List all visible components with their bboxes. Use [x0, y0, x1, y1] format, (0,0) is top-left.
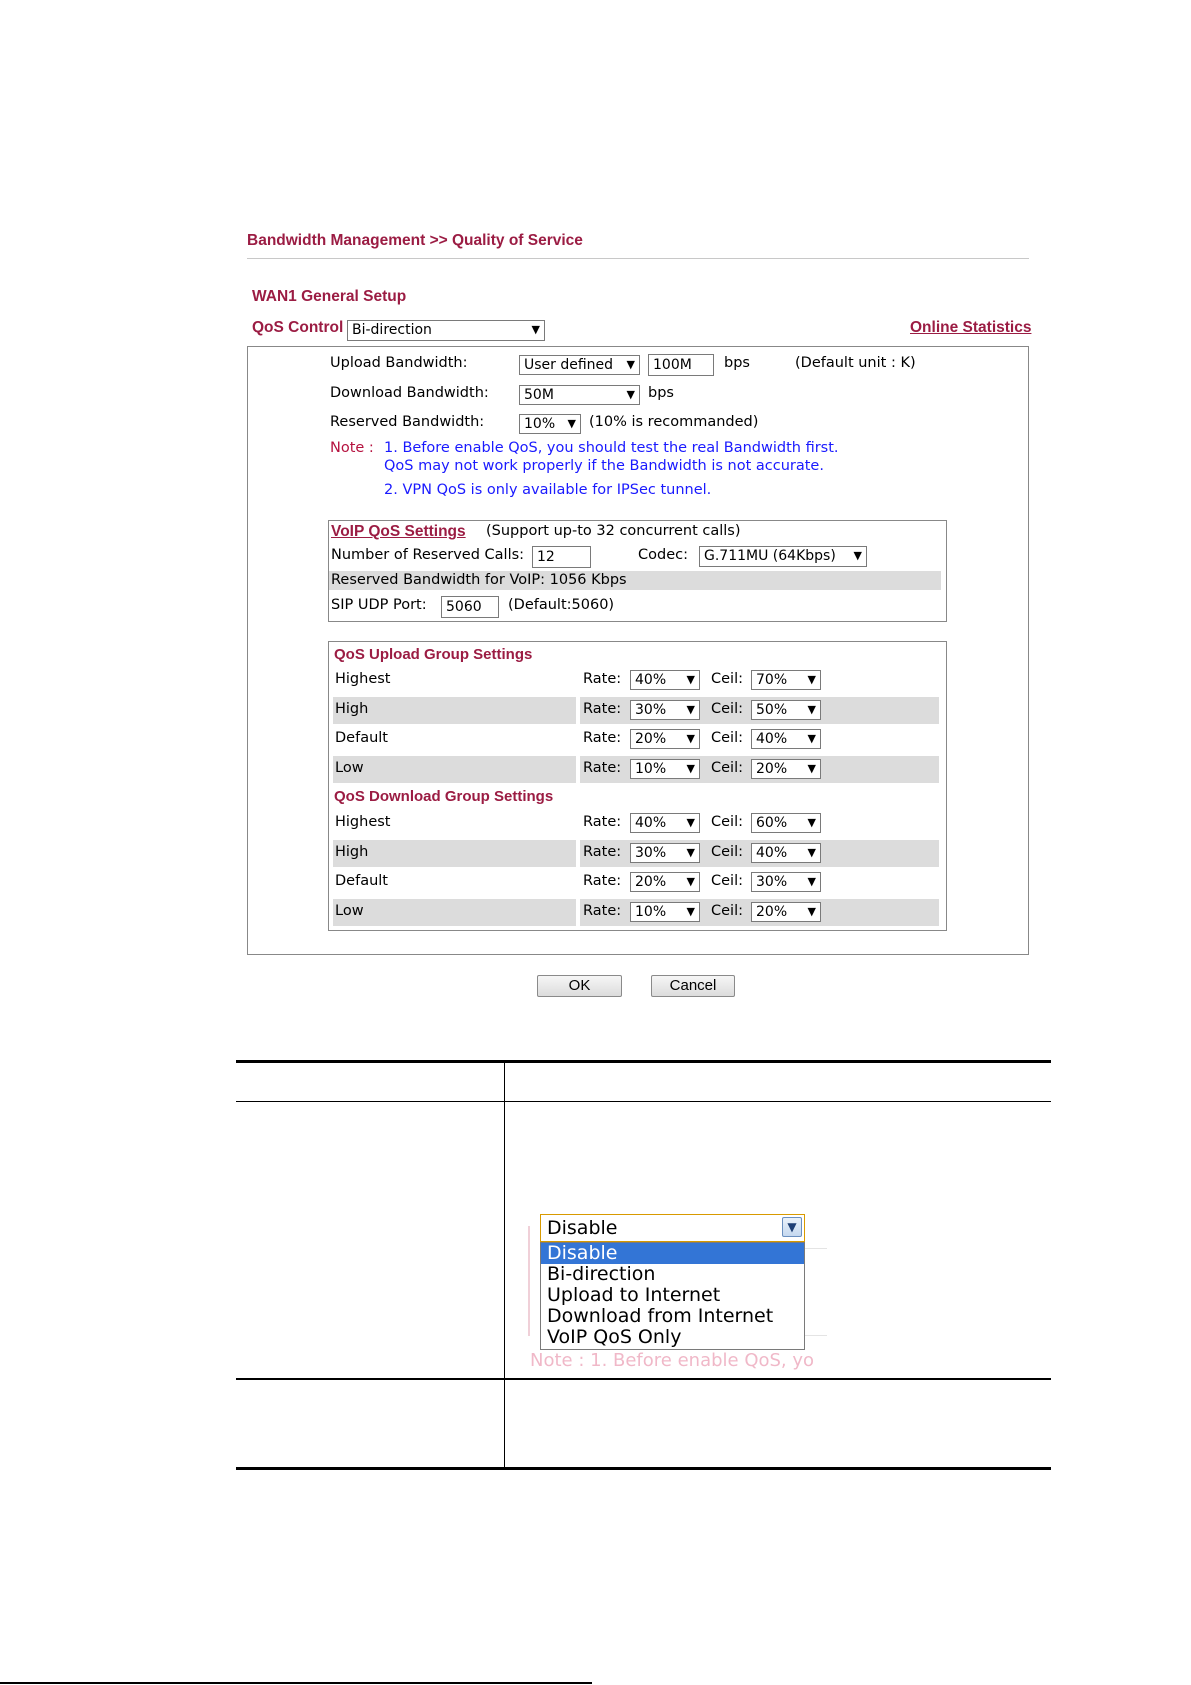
- dropdown-option[interactable]: Bi-direction: [547, 1263, 656, 1285]
- ceil-label: Ceil:: [711, 730, 743, 746]
- row-stripe: [333, 899, 576, 926]
- rate-value: 20%: [635, 874, 667, 890]
- dropdown-option[interactable]: Upload to Internet: [547, 1284, 721, 1306]
- rate-label: Rate:: [583, 814, 622, 830]
- chevron-down-icon: ▼: [807, 673, 816, 686]
- rate-select[interactable]: [630, 700, 700, 720]
- note-line-1: 1. Before enable QoS, you should test the real Bandwidth first.: [384, 440, 839, 456]
- chevron-down-icon: ▼: [531, 323, 540, 336]
- ceil-value: 20%: [756, 760, 788, 777]
- group-name: Default: [335, 730, 388, 746]
- rate-value: 30%: [635, 844, 667, 861]
- group-name: High: [335, 843, 369, 860]
- ceil-select[interactable]: [751, 902, 821, 922]
- online-statistics-link[interactable]: Online Statistics: [910, 319, 1032, 336]
- doc-table-bottom-rule: [236, 1467, 1051, 1470]
- group-row: [333, 869, 939, 896]
- reserved-bandwidth-value: 10%: [524, 416, 556, 432]
- chevron-down-icon: ▼: [686, 761, 695, 775]
- note-line-3: 2. VPN QoS is only available for IPSec tunnel.: [384, 482, 712, 498]
- rate-value: 30%: [635, 701, 667, 718]
- download-bandwidth-select[interactable]: [519, 385, 640, 405]
- doc-table-header-rule: [236, 1101, 1051, 1102]
- ok-button[interactable]: OK: [537, 975, 622, 997]
- ceil-select[interactable]: [751, 843, 821, 863]
- upload-group-title: QoS Upload Group Settings: [334, 646, 533, 663]
- rate-label: Rate:: [583, 843, 622, 860]
- ceil-label: Ceil:: [711, 814, 743, 830]
- doc-table-row-rule: [236, 1378, 1051, 1380]
- chevron-down-icon: ▼: [807, 875, 816, 888]
- codec-label: Codec:: [638, 547, 688, 563]
- chevron-down-icon: ▼: [853, 549, 862, 562]
- dropdown-zoom-illustration: [520, 1190, 830, 1372]
- rate-select[interactable]: [630, 872, 700, 892]
- zoom-select-value: Disable: [547, 1217, 618, 1239]
- rate-label: Rate:: [583, 730, 622, 746]
- group-row: [333, 899, 939, 926]
- qos-control-select[interactable]: [347, 320, 545, 341]
- chevron-down-icon: ▼: [686, 904, 695, 918]
- faded-left-marks: [528, 1226, 538, 1336]
- chevron-down-icon: ▼: [807, 761, 816, 775]
- chevron-down-icon: ▼: [686, 875, 695, 888]
- row-stripe: [333, 756, 576, 783]
- chevron-down-icon: ▼: [807, 845, 816, 859]
- group-name: Highest: [335, 814, 391, 830]
- group-row: [333, 667, 939, 694]
- note-line-2: QoS may not work properly if the Bandwidth is not accurate.: [384, 458, 824, 474]
- ceil-select[interactable]: [751, 670, 821, 690]
- sip-port-input[interactable]: 5060: [441, 596, 499, 618]
- rate-select[interactable]: [630, 759, 700, 779]
- rate-select[interactable]: [630, 670, 700, 690]
- breadcrumb-divider: [247, 258, 1029, 259]
- ceil-value: 20%: [756, 903, 788, 920]
- group-row: [333, 840, 939, 867]
- upload-mode-value: User defined: [524, 357, 614, 373]
- reserved-calls-input[interactable]: 12: [532, 546, 591, 568]
- chevron-down-icon: ▼: [807, 702, 816, 716]
- footnote-rule: [0, 1682, 592, 1684]
- ceil-value: 40%: [756, 844, 788, 861]
- chevron-down-icon: ▼: [626, 358, 635, 371]
- ceil-label: Ceil:: [711, 843, 743, 860]
- reserved-calls-label: Number of Reserved Calls:: [331, 547, 525, 563]
- zoom-options-list: [540, 1242, 805, 1350]
- upload-group-rows: [333, 667, 939, 783]
- reserved-bandwidth-select[interactable]: [519, 414, 581, 434]
- download-unit: bps: [648, 385, 674, 401]
- row-stripe: [333, 697, 576, 724]
- codec-select[interactable]: [699, 546, 867, 567]
- group-name: Low: [335, 902, 364, 919]
- download-group-title: QoS Download Group Settings: [334, 788, 554, 805]
- voip-support-note: (Support up-to 32 concurrent calls): [486, 523, 741, 539]
- rate-label: Rate:: [583, 759, 622, 776]
- ceil-label: Ceil:: [711, 873, 743, 889]
- rate-label: Rate:: [583, 873, 622, 889]
- chevron-down-icon: ▼: [686, 732, 695, 745]
- ceil-value: 30%: [756, 874, 788, 890]
- reserved-recommend-note: (10% is recommanded): [589, 414, 759, 430]
- ceil-value: 60%: [756, 815, 788, 831]
- ceil-select[interactable]: [751, 700, 821, 720]
- chevron-down-icon: ▼: [686, 702, 695, 716]
- group-row: [333, 810, 939, 837]
- upload-bandwidth-input[interactable]: 100M: [648, 354, 714, 376]
- rate-label: Rate:: [583, 671, 622, 687]
- chevron-down-icon: ▼: [807, 904, 816, 918]
- section-title: WAN1 General Setup: [252, 288, 407, 305]
- sip-port-label: SIP UDP Port:: [331, 597, 427, 613]
- group-name: High: [335, 700, 369, 717]
- chevron-down-icon: ▼: [807, 732, 816, 745]
- download-group-rows: [333, 810, 939, 926]
- rate-select[interactable]: [630, 902, 700, 922]
- sip-port-default: (Default:5060): [508, 597, 615, 613]
- chevron-down-icon: ▼: [686, 816, 695, 829]
- faded-background-text: Note : 1. Before enable QoS, yo: [530, 1350, 815, 1371]
- upload-mode-select[interactable]: [519, 355, 640, 375]
- rate-value: 10%: [635, 760, 667, 777]
- doc-table-column-divider: [504, 1061, 505, 1469]
- group-name: Highest: [335, 671, 391, 687]
- rate-select[interactable]: [630, 843, 700, 863]
- ceil-label: Ceil:: [711, 700, 743, 717]
- download-bandwidth-value: 50M: [524, 387, 554, 403]
- rate-select[interactable]: [630, 813, 700, 833]
- chevron-down-icon: ▼: [807, 816, 816, 829]
- codec-value: G.711MU (64Kbps): [704, 548, 836, 564]
- dropdown-option[interactable]: VoIP QoS Only: [547, 1326, 682, 1348]
- voip-title: VoIP QoS Settings: [331, 523, 466, 540]
- chevron-down-icon: ▼: [782, 1217, 802, 1237]
- cancel-button[interactable]: Cancel: [651, 975, 735, 997]
- rate-label: Rate:: [583, 700, 622, 717]
- rate-value: 40%: [635, 672, 667, 688]
- ceil-select[interactable]: [751, 813, 821, 833]
- row-stripe: [333, 840, 576, 867]
- doc-table-top-rule: [236, 1060, 1051, 1063]
- dropdown-option[interactable]: Disable: [541, 1243, 804, 1264]
- rate-value: 40%: [635, 815, 667, 831]
- chevron-down-icon: ▼: [686, 673, 695, 686]
- download-bandwidth-label: Download Bandwidth:: [330, 385, 489, 401]
- chevron-down-icon: ▼: [626, 388, 635, 401]
- chevron-down-icon: ▼: [686, 845, 695, 859]
- rate-value: 20%: [635, 731, 667, 747]
- ceil-label: Ceil:: [711, 902, 743, 919]
- ceil-select[interactable]: [751, 872, 821, 892]
- zoom-select[interactable]: [540, 1214, 805, 1242]
- upload-unit: bps: [724, 355, 750, 371]
- ceil-select[interactable]: [751, 729, 821, 749]
- group-name: Default: [335, 873, 388, 889]
- voip-reserved-bandwidth: Reserved Bandwidth for VoIP: 1056 Kbps: [331, 572, 627, 588]
- upload-bandwidth-label: Upload Bandwidth:: [330, 355, 468, 371]
- ceil-value: 40%: [756, 731, 788, 747]
- reserved-bandwidth-label: Reserved Bandwidth:: [330, 414, 485, 430]
- rate-select[interactable]: [630, 729, 700, 749]
- note-label: Note :: [330, 440, 374, 456]
- ceil-label: Ceil:: [711, 671, 743, 687]
- qos-control-label: QoS Control: [252, 319, 344, 336]
- breadcrumb: Bandwidth Management >> Quality of Service: [247, 232, 583, 249]
- group-row: [333, 726, 939, 753]
- group-row: [333, 697, 939, 724]
- ceil-value: 70%: [756, 672, 788, 688]
- dropdown-option[interactable]: Download from Internet: [547, 1305, 774, 1327]
- rate-label: Rate:: [583, 902, 622, 919]
- faded-right-fields: [802, 1248, 827, 1336]
- qos-control-value: Bi-direction: [352, 322, 432, 338]
- group-name: Low: [335, 759, 364, 776]
- ceil-select[interactable]: [751, 759, 821, 779]
- chevron-down-icon: ▼: [567, 417, 576, 430]
- default-unit-note: (Default unit : K): [795, 355, 916, 371]
- ceil-value: 50%: [756, 701, 788, 718]
- rate-value: 10%: [635, 903, 667, 920]
- group-row: [333, 756, 939, 783]
- ceil-label: Ceil:: [711, 759, 743, 776]
